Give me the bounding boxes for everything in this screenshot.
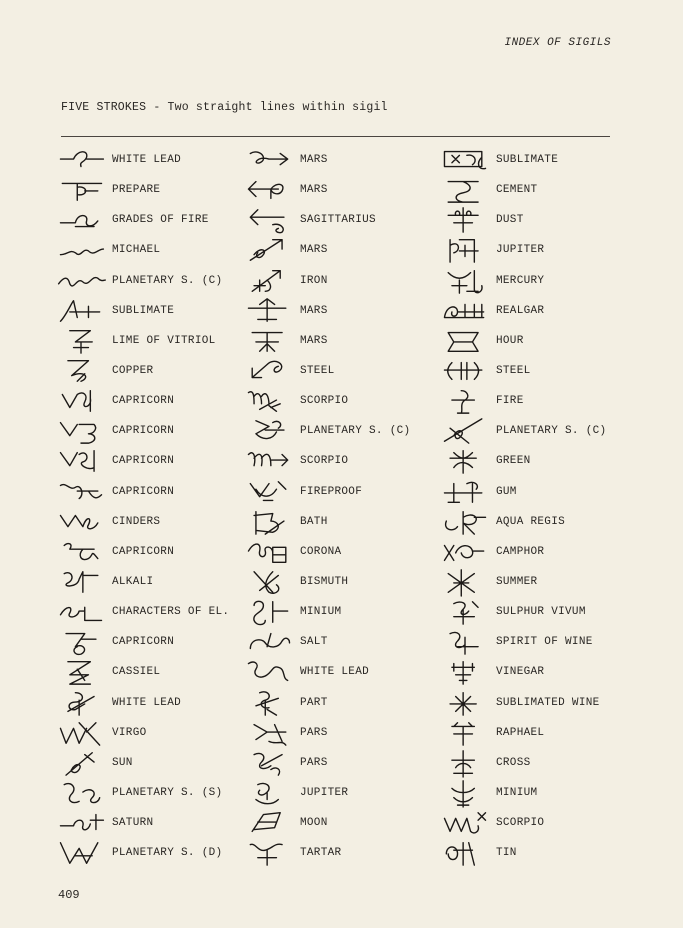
sigil-label: CORONA	[300, 545, 342, 558]
sigil-entry	[50, 778, 250, 808]
sigil-dust-icon	[434, 205, 496, 235]
sigil-steel-icon	[238, 356, 300, 386]
sigil-entry	[50, 597, 250, 627]
sigil-label: GUM	[496, 485, 517, 498]
sigil-label: CAPRICORN	[112, 425, 175, 438]
sigil-label: VIRGO	[112, 726, 147, 739]
sigil-iron-icon	[238, 266, 300, 296]
sigil-label: TIN	[496, 847, 517, 860]
sigil-salt-icon	[238, 627, 300, 657]
sigil-label: SPIRIT OF WINE	[496, 636, 593, 649]
sigil-entry	[434, 838, 649, 868]
sigil-corona-icon	[238, 537, 300, 567]
sigil-label: PLANETARY S. (C)	[496, 425, 607, 438]
sigil-label: STEEL	[496, 365, 531, 378]
sigil-label: PARS	[300, 726, 328, 739]
sigil-entry	[238, 808, 438, 838]
sigil-label: FIRE	[496, 395, 524, 408]
sigil-camphor-icon	[434, 537, 496, 567]
sigil-entry	[238, 416, 438, 446]
sigil-entry	[238, 657, 438, 687]
sigil-label: PART	[300, 696, 328, 709]
running-head: INDEX OF SIGILS	[504, 37, 611, 49]
sigil-label: IRON	[300, 274, 328, 287]
sigil-white-lead-icon	[50, 145, 112, 175]
sigil-label: SCORPIO	[496, 817, 545, 830]
sigil-label: MERCURY	[496, 274, 545, 287]
sigil-planetary-s-c-icon	[238, 416, 300, 446]
sigil-mars-icon	[238, 235, 300, 265]
sigil-entry	[50, 386, 250, 416]
sigil-label: PLANETARY S. (S)	[112, 787, 223, 800]
sigil-label: HOUR	[496, 334, 524, 347]
sigil-characters-of-el-icon	[50, 597, 112, 627]
sigil-label: SULPHUR VIVUM	[496, 606, 586, 619]
sigil-michael-icon	[50, 235, 112, 265]
sigil-label: WHITE LEAD	[112, 696, 182, 709]
sigil-entry	[434, 386, 649, 416]
sigil-label: SUMMER	[496, 576, 538, 589]
sigil-cinders-icon	[50, 507, 112, 537]
sigil-label: CAPRICORN	[112, 455, 175, 468]
sigil-label: MINIUM	[300, 606, 342, 619]
sigil-entry	[434, 145, 649, 175]
sigil-entry	[50, 718, 250, 748]
sigil-column-3	[434, 145, 649, 868]
sigil-label: SALT	[300, 636, 328, 649]
sigil-capricorn-icon	[50, 477, 112, 507]
sigil-entry	[238, 597, 438, 627]
sigil-label: LIME OF VITRIOL	[112, 334, 216, 347]
sigil-label: MICHAEL	[112, 244, 161, 257]
sigil-label: CHARACTERS OF EL.	[112, 606, 230, 619]
sigil-white-lead-icon	[50, 688, 112, 718]
sigil-entry	[50, 657, 250, 687]
sigil-label: SATURN	[112, 817, 154, 830]
sigil-copper-icon	[50, 356, 112, 386]
sigil-gum-icon	[434, 477, 496, 507]
sigil-entry	[238, 386, 438, 416]
sigil-entry	[238, 627, 438, 657]
sigil-label: REALGAR	[496, 304, 545, 317]
sigil-sublimated-wine-icon	[434, 688, 496, 718]
sigil-entry	[434, 567, 649, 597]
sigil-alkali-icon	[50, 567, 112, 597]
sigil-entry	[434, 446, 649, 476]
sigil-entry	[434, 657, 649, 687]
sigil-label: PARS	[300, 756, 328, 769]
sigil-entry	[50, 838, 250, 868]
sigil-entry	[238, 507, 438, 537]
sigil-scorpio-icon	[238, 386, 300, 416]
sigil-entry	[238, 266, 438, 296]
sigil-label: SUN	[112, 756, 133, 769]
sigil-jupiter-icon	[434, 235, 496, 265]
sigil-part-icon	[238, 688, 300, 718]
sigil-label: JUPITER	[300, 787, 349, 800]
sigil-label: MOON	[300, 817, 328, 830]
sigil-scorpio-icon	[238, 446, 300, 476]
sigil-label: CAPRICORN	[112, 636, 175, 649]
sigil-entry	[434, 416, 649, 446]
sigil-label: CAPRICORN	[112, 485, 175, 498]
sigil-column-1	[50, 145, 250, 868]
sigil-entry	[238, 145, 438, 175]
sigil-mercury-icon	[434, 266, 496, 296]
sigil-capricorn-icon	[50, 627, 112, 657]
horizontal-rule	[61, 136, 610, 137]
sigil-label: RAPHAEL	[496, 726, 545, 739]
sigil-entry	[434, 718, 649, 748]
sigil-entry	[50, 477, 250, 507]
sigil-bath-icon	[238, 507, 300, 537]
sigil-entry	[434, 507, 649, 537]
sigil-entry	[434, 748, 649, 778]
sigil-entry	[50, 688, 250, 718]
sigil-cement-icon	[434, 175, 496, 205]
sigil-label: SCORPIO	[300, 455, 349, 468]
sigil-white-lead-icon	[238, 657, 300, 687]
sigil-label: SCORPIO	[300, 395, 349, 408]
sigil-entry	[434, 356, 649, 386]
sigil-label: STEEL	[300, 365, 335, 378]
sigil-entry	[50, 808, 250, 838]
sigil-entry	[238, 296, 438, 326]
sigil-entry	[50, 537, 250, 567]
sigil-entry	[434, 296, 649, 326]
sigil-spirit-of-wine-icon	[434, 627, 496, 657]
sigil-entry	[50, 356, 250, 386]
sigil-capricorn-icon	[50, 537, 112, 567]
sigil-aqua-regis-icon	[434, 507, 496, 537]
sigil-label: WHITE LEAD	[300, 666, 370, 679]
sigil-entry	[434, 778, 649, 808]
sigil-label: COPPER	[112, 365, 154, 378]
sigil-label: TARTAR	[300, 847, 342, 860]
sigil-entry	[50, 446, 250, 476]
sigil-pars-icon	[238, 718, 300, 748]
sigil-lime-of-vitriol-icon	[50, 326, 112, 356]
sigil-cross-icon	[434, 748, 496, 778]
sigil-grades-of-fire-icon	[50, 205, 112, 235]
sigil-entry	[238, 356, 438, 386]
sigil-mars-icon	[238, 145, 300, 175]
section-title: FIVE STROKES - Two straight lines within sigil	[61, 101, 388, 114]
sigil-label: CAPRICORN	[112, 395, 175, 408]
sigil-label: BISMUTH	[300, 576, 349, 589]
sigil-label: CROSS	[496, 756, 531, 769]
sigil-entry	[238, 688, 438, 718]
sigil-entry	[238, 235, 438, 265]
sigil-entry	[434, 537, 649, 567]
sigil-label: DUST	[496, 214, 524, 227]
sigil-steel-icon	[434, 356, 496, 386]
sigil-label: VINEGAR	[496, 666, 545, 679]
sigil-label: ALKALI	[112, 576, 154, 589]
sigil-minium-icon	[238, 597, 300, 627]
sigil-entry	[238, 477, 438, 507]
sigil-minium-icon	[434, 778, 496, 808]
sigil-entry	[434, 326, 649, 356]
sigil-sulphur-vivum-icon	[434, 597, 496, 627]
sigil-label: SUBLIMATED WINE	[496, 696, 600, 709]
sigil-entry	[434, 175, 649, 205]
sigil-label: CAPRICORN	[112, 545, 175, 558]
sigil-entry	[238, 778, 438, 808]
sigil-mars-icon	[238, 326, 300, 356]
sigil-planetary-s-s-icon	[50, 778, 112, 808]
sigil-sun-icon	[50, 748, 112, 778]
sigil-entry	[50, 416, 250, 446]
sigil-entry	[50, 205, 250, 235]
sigil-column-2	[238, 145, 438, 868]
sigil-label: SUBLIMATE	[496, 154, 559, 167]
sigil-entry	[238, 718, 438, 748]
sigil-label: CAMPHOR	[496, 545, 545, 558]
sigil-moon-icon	[238, 808, 300, 838]
sigil-label: MINIUM	[496, 787, 538, 800]
sigil-entry	[50, 145, 250, 175]
sigil-label: CINDERS	[112, 515, 161, 528]
sigil-entry	[434, 627, 649, 657]
sigil-label: CASSIEL	[112, 666, 161, 679]
sigil-pars-icon	[238, 748, 300, 778]
sigil-entry	[238, 838, 438, 868]
sigil-sublimate-icon	[434, 145, 496, 175]
sigil-planetary-s-d-icon	[50, 838, 112, 868]
sigil-entry	[238, 537, 438, 567]
sigil-entry	[50, 627, 250, 657]
sigil-entry	[434, 597, 649, 627]
sigil-entry	[434, 235, 649, 265]
sigil-fire-icon	[434, 386, 496, 416]
sigil-label: PREPARE	[112, 184, 161, 197]
sigil-label: JUPITER	[496, 244, 545, 257]
sigil-label: MARS	[300, 334, 328, 347]
sigil-label: CEMENT	[496, 184, 538, 197]
sigil-raphael-icon	[434, 718, 496, 748]
sigil-sublimate-icon	[50, 296, 112, 326]
sigil-tin-icon	[434, 838, 496, 868]
sigil-label: SAGITTARIUS	[300, 214, 376, 227]
sigil-entry	[50, 748, 250, 778]
sigil-cassiel-icon	[50, 657, 112, 687]
sigil-label: FIREPROOF	[300, 485, 363, 498]
sigil-fireproof-icon	[238, 477, 300, 507]
sigil-bismuth-icon	[238, 567, 300, 597]
sigil-jupiter-icon	[238, 778, 300, 808]
sigil-entry	[238, 748, 438, 778]
sigil-prepare-icon	[50, 175, 112, 205]
sigil-realgar-icon	[434, 296, 496, 326]
page-number: 409	[58, 888, 80, 902]
sigil-entry	[50, 296, 250, 326]
sigil-green-icon	[434, 446, 496, 476]
sigil-hour-icon	[434, 326, 496, 356]
sigil-capricorn-icon	[50, 416, 112, 446]
sigil-entry	[50, 175, 250, 205]
sigil-entry	[434, 688, 649, 718]
sigil-label: AQUA REGIS	[496, 515, 566, 528]
sigil-tartar-icon	[238, 838, 300, 868]
sigil-entry	[238, 567, 438, 597]
sigil-label: GREEN	[496, 455, 531, 468]
sigil-label: PLANETARY S. (C)	[300, 425, 411, 438]
sigil-virgo-icon	[50, 718, 112, 748]
sigil-vinegar-icon	[434, 657, 496, 687]
sigil-label: MARS	[300, 154, 328, 167]
sigil-entry	[434, 205, 649, 235]
sigil-label: PLANETARY S. (D)	[112, 847, 223, 860]
sigil-mars-icon	[238, 175, 300, 205]
sigil-scorpio-icon	[434, 808, 496, 838]
sigil-planetary-s-c-icon	[50, 266, 112, 296]
sigil-sagittarius-icon	[238, 205, 300, 235]
sigil-entry	[238, 175, 438, 205]
sigil-label: GRADES OF FIRE	[112, 214, 209, 227]
sigil-capricorn-icon	[50, 386, 112, 416]
sigil-planetary-s-c-icon	[434, 416, 496, 446]
sigil-label: MARS	[300, 304, 328, 317]
sigil-entry	[50, 266, 250, 296]
sigil-entry	[50, 235, 250, 265]
sigil-mars-icon	[238, 296, 300, 326]
sigil-entry	[238, 446, 438, 476]
sigil-entry	[434, 477, 649, 507]
sigil-summer-icon	[434, 567, 496, 597]
sigil-entry	[434, 266, 649, 296]
sigil-saturn-icon	[50, 808, 112, 838]
sigil-entry	[238, 205, 438, 235]
sigil-entry	[50, 326, 250, 356]
sigil-entry	[50, 507, 250, 537]
sigil-label: SUBLIMATE	[112, 304, 175, 317]
sigil-entry	[434, 808, 649, 838]
sigil-label: MARS	[300, 244, 328, 257]
sigil-label: WHITE LEAD	[112, 154, 182, 167]
sigil-label: PLANETARY S. (C)	[112, 274, 223, 287]
sigil-entry	[50, 567, 250, 597]
sigil-label: BATH	[300, 515, 328, 528]
sigil-capricorn-icon	[50, 446, 112, 476]
sigil-label: MARS	[300, 184, 328, 197]
sigil-entry	[238, 326, 438, 356]
